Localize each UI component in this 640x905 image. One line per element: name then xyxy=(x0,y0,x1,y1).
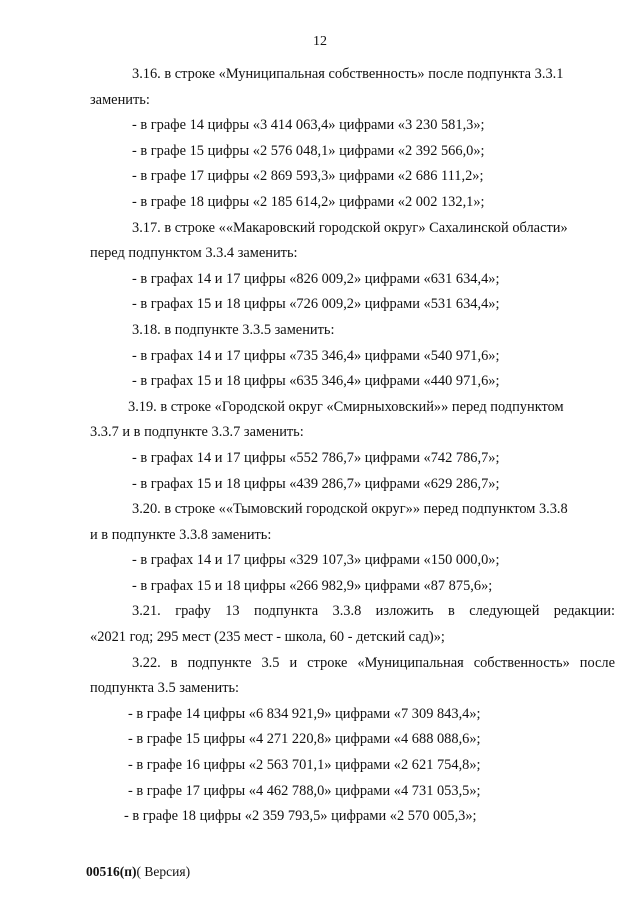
list-item: - в графах 15 и 18 цифры «726 009,2» цифрами «531 634,4»; xyxy=(132,296,500,313)
page-number: 12 xyxy=(313,34,327,49)
text-line: и в подпункте 3.3.8 заменить: xyxy=(90,526,272,543)
list-item: - в графе 17 цифры «4 462 788,0» цифрами «4 731 053,5»; xyxy=(128,782,481,799)
list-item: - в графе 18 цифры «2 359 793,5» цифрами «2 570 005,3»; xyxy=(124,808,477,825)
paragraph-3-16: 3.16. в строке «Муниципальная собственность» после подпункта 3.3.1 xyxy=(132,66,564,82)
paragraph-3-17: 3.17. в строке ««Макаровский городской округ» Сахалинской области» xyxy=(132,219,568,236)
list-item: - в графе 14 цифры «6 834 921,9» цифрами «7 309 843,4»; xyxy=(128,705,481,722)
list-item: - в графах 14 и 17 цифры «826 009,2» цифрами «631 634,4»; xyxy=(132,270,500,287)
paragraph-3-19: 3.19. в строке «Городской округ «Смирныховский»» перед подпунктом xyxy=(128,398,564,415)
list-item: - в графах 14 и 17 цифры «552 786,7» цифрами «742 786,7»; xyxy=(132,449,500,466)
paragraph-3-20: 3.20. в строке ««Тымовский городской округ»» перед подпунктом 3.3.8 xyxy=(132,501,568,518)
document-body xyxy=(90,62,615,830)
list-item: - в графах 14 и 17 цифры «329 107,3» цифрами «150 000,0»; xyxy=(132,552,500,569)
text-line: подпункта 3.5 заменить: xyxy=(90,680,240,697)
text-line: перед подпунктом 3.3.4 заменить: xyxy=(90,245,298,262)
list-item: - в графах 14 и 17 цифры «735 346,4» цифрами «540 971,6»; xyxy=(132,347,500,364)
list-item: - в графах 15 и 18 цифры «635 346,4» цифрами «440 971,6»; xyxy=(132,373,500,390)
list-item: - в графе 16 цифры «2 563 701,1» цифрами «2 621 754,8»; xyxy=(128,757,481,774)
paragraph-3-18: 3.18. в подпункте 3.3.5 заменить: xyxy=(132,321,335,338)
paragraph-3-21: 3.21. графу 13 подпункта 3.3.8 изложить в следующей редакции: xyxy=(132,603,615,620)
paragraph-3-22: 3.22. в подпункте 3.5 и строке «Муниципальная собственность» после xyxy=(132,654,615,671)
document-footer xyxy=(86,864,190,880)
list-item: - в графе 17 цифры «2 869 593,3» цифрами «2 686 111,2»; xyxy=(132,168,484,185)
list-item: - в графе 15 цифры «2 576 048,1» цифрами «2 392 566,0»; xyxy=(132,142,485,159)
list-item: - в графе 14 цифры «3 414 063,4» цифрами «3 230 581,3»; xyxy=(132,117,485,134)
text-line: заменить: xyxy=(90,91,150,108)
text-line: «2021 год; 295 мест (235 мест - школа, 60 - детский сад)»; xyxy=(90,629,445,646)
document-code: 00516(п) xyxy=(86,864,137,879)
list-item: - в графе 18 цифры «2 185 614,2» цифрами «2 002 132,1»; xyxy=(132,193,485,210)
list-item: - в графе 15 цифры «4 271 220,8» цифрами «4 688 088,6»; xyxy=(128,731,481,748)
list-item: - в графах 15 и 18 цифры «439 286,7» цифрами «629 286,7»; xyxy=(132,475,500,492)
text-line: 3.3.7 и в подпункте 3.3.7 заменить: xyxy=(90,424,304,441)
list-item: - в графах 15 и 18 цифры «266 982,9» цифрами «87 875,6»; xyxy=(132,577,493,594)
document-version: ( Версия) xyxy=(136,864,191,879)
